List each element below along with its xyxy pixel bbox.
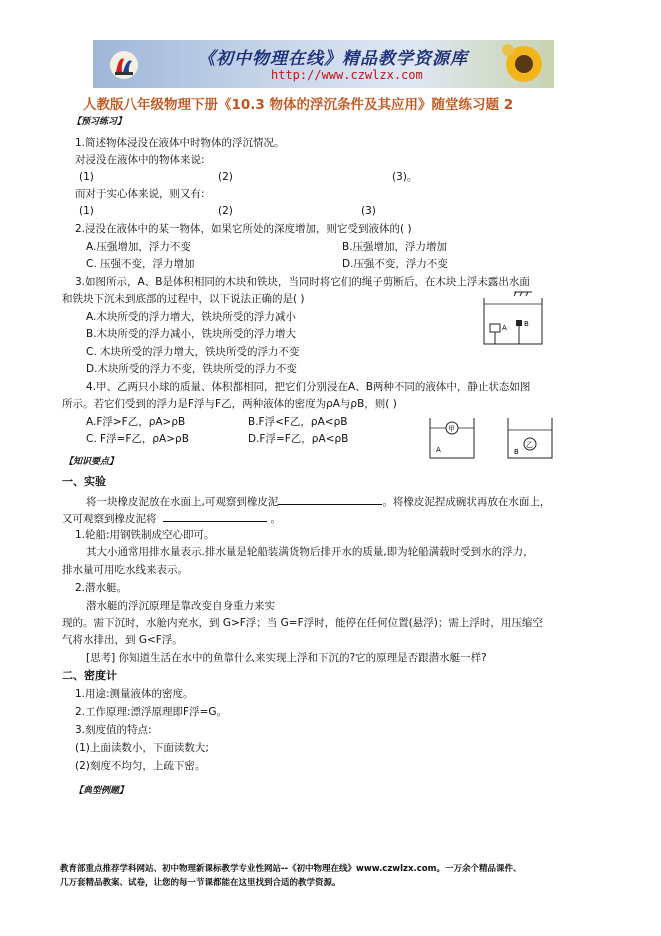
q4-option-c: C. F浮=F乙，ρA>ρB bbox=[86, 433, 189, 445]
submarine-text-3: 气将水排出，到 G<F浮。 bbox=[62, 634, 183, 646]
site-logo-icon bbox=[109, 50, 139, 80]
q3-option-c: C. 木块所受的浮力增大，铁块所受的浮力不变 bbox=[86, 346, 300, 358]
q4-option-b: B.F浮<F乙，ρA<ρB bbox=[248, 416, 348, 428]
experiment-line1: 将一块橡皮泥放在水面上,可观察到橡皮泥 。将橡皮泥捏成碗状再放在水面上， bbox=[86, 493, 550, 509]
banner-title: 《初中物理在线》精品教学资源库 bbox=[198, 49, 468, 69]
footer-line-1: 教育部重点推荐学科网站、初中物理新课标教学专业性网站--《初中物理在线》www.czwlzx.com。一万余个精品课件、 bbox=[60, 864, 522, 874]
q4-text-line1: 4.甲、乙两只小球的质量、体积都相同，把它们分别浸在A、B两种不同的液体中，静止状态如图 bbox=[86, 381, 531, 393]
ship-text-2: 排水量可用吃水线来表示。 bbox=[62, 564, 188, 576]
knowledge-section-tag: 【知识要点】 bbox=[64, 457, 119, 467]
hydrometer-scale-1: (1)上面读数小，下面读数大; bbox=[75, 742, 209, 754]
submarine-heading: 2.潜水艇。 bbox=[75, 582, 128, 594]
examples-section-tag: 【典型例题】 bbox=[74, 786, 129, 796]
hydrometer-principle: 2.工作原理:漂浮原理即F浮=G。 bbox=[75, 706, 228, 718]
section-hydrometer-heading: 二、密度计 bbox=[62, 669, 117, 682]
fig-label-a: A bbox=[436, 446, 441, 454]
ship-text-1: 其大小通常用排水量表示.排水量是轮船装满货物后排开水的质量,即为轮船满载时受到水的浮力， bbox=[86, 546, 534, 558]
header-banner bbox=[93, 40, 554, 88]
q3-option-a: A.木块所受的浮力增大，铁块所受的浮力减小 bbox=[86, 311, 296, 323]
page-footer bbox=[60, 862, 620, 890]
q1-blank-1: (1) bbox=[79, 171, 94, 183]
svg-text:B: B bbox=[524, 320, 529, 328]
q3-option-b: B.木块所受的浮力减小，铁块所受的浮力增大 bbox=[86, 328, 297, 340]
q2-text: 2.浸没在液体中的某一物体，如果它所处的深度增加，则它受到液体的( ) bbox=[75, 223, 412, 235]
q1-subtext-b: 而对于实心体来说，则又有: bbox=[75, 188, 205, 200]
q3-text-line1: 3.如图所示，A、B是体积相同的木块和铁块，当同时将它们的绳子剪断后，在木块上浮未露出水面 bbox=[75, 276, 530, 288]
q4-text-line2: 所示。若它们受到的浮力是F浮与F乙，两种液体的密度为ρA与ρB，则( ) bbox=[62, 398, 397, 410]
q1-text: 1.简述物体浸没在液体中时物体的浮沉情况。 bbox=[75, 137, 285, 149]
sunflower-icon bbox=[500, 42, 548, 86]
q1-subtext-a: 对浸没在液体中的物体来说: bbox=[75, 154, 205, 166]
hydrometer-scale-2: (2)刻度不均匀，上疏下密。 bbox=[75, 760, 206, 772]
experiment-blank-1[interactable] bbox=[278, 493, 382, 505]
fig-label-jia: 甲 bbox=[448, 425, 455, 433]
ship-heading: 1.轮船:用钢铁制成空心即可。 bbox=[75, 529, 215, 541]
q3-text-line2: 和铁块下沉未到底部的过程中，以下说法正确的是( ) bbox=[62, 293, 305, 305]
q3-option-d: D.木块所受的浮力不变，铁块所受的浮力不变 bbox=[86, 363, 297, 375]
section-experiment-heading: 一、实验 bbox=[62, 475, 106, 488]
submarine-text-2: 现的。需下沉时，水舱内充水，到 G>F浮；当 G=F浮时，能停在任何位置(悬浮)；需上浮时，用压缩空 bbox=[62, 617, 543, 629]
q4-figure-yi bbox=[506, 416, 554, 460]
q1-blank-3: (3)。 bbox=[392, 171, 418, 183]
q2-option-b: B.压强增加，浮力增加 bbox=[342, 241, 448, 253]
preview-section-tag: 【预习练习】 bbox=[72, 117, 127, 127]
footer-line-2: 几万套精品教案、试卷，让您的每一节课都能在这里找到合适的教学资源。 bbox=[60, 878, 341, 888]
q2-option-a: A.压强增加，浮力不变 bbox=[86, 241, 191, 253]
q2-option-c: C. 压强不变，浮力增加 bbox=[86, 258, 195, 270]
experiment-line2: 又可观察到橡皮泥将 。 bbox=[62, 510, 281, 526]
q4-option-a: A.F浮>F乙，ρA>ρB bbox=[86, 416, 186, 428]
hydrometer-scale-heading: 3.刻度值的特点: bbox=[75, 724, 152, 736]
submarine-text-1: 潜水艇的浮沉原理是靠改变自身重力来实 bbox=[86, 600, 275, 612]
q1-blank-4: (1) bbox=[79, 205, 94, 217]
q4-option-d: D.F浮=F乙，ρA<ρB bbox=[248, 433, 349, 445]
fig-label-b: B bbox=[514, 448, 519, 456]
q1-blank-2: (2) bbox=[218, 171, 233, 183]
document-title: 人教版八年级物理下册《10.3 物体的浮沉条件及其应用》随堂练习题 2 bbox=[83, 97, 514, 113]
q2-option-d: D.压强不变，浮力不变 bbox=[342, 258, 448, 270]
banner-url[interactable]: http://www.czwlzx.com bbox=[271, 68, 423, 82]
svg-text:A: A bbox=[502, 324, 507, 332]
q4-figure-jia bbox=[428, 416, 476, 460]
experiment-blank-2[interactable] bbox=[163, 510, 267, 522]
q1-blank-5: (2) bbox=[218, 205, 233, 217]
fig-label-yi: 乙 bbox=[526, 441, 533, 449]
think-question: [思考] 你知道生活在水中的鱼靠什么来实现上浮和下沉的?它的原理是否跟潜水艇一样? bbox=[86, 652, 487, 664]
q1-blank-6: (3) bbox=[361, 205, 376, 217]
hydrometer-use: 1.用途:测量液体的密度。 bbox=[75, 688, 194, 700]
q3-tank-figure bbox=[480, 290, 546, 348]
